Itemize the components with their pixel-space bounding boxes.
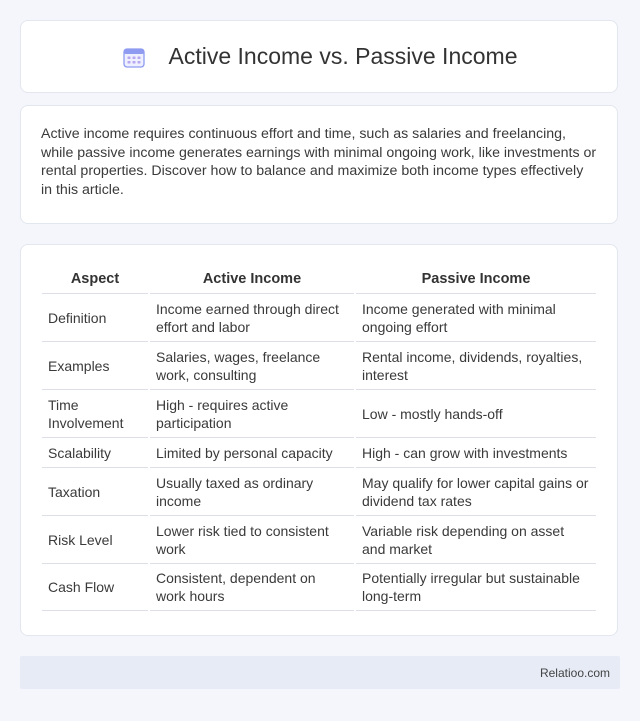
cell-passive: High - can grow with investments <box>356 437 596 467</box>
page-title: Active Income vs. Passive Income <box>168 43 518 69</box>
cell-active: Consistent, dependent on work hours <box>150 563 354 611</box>
header-passive-income: Passive Income <box>421 271 531 287</box>
cell-passive: Potentially irregular but sustainable long-term <box>356 563 596 611</box>
cell-aspect: Cash Flow <box>42 563 148 611</box>
table-row <box>42 467 596 515</box>
cell-aspect: Time Involvement <box>42 389 148 437</box>
footer-brand: Relatioo.com <box>539 665 610 680</box>
calendar-icon <box>121 44 147 70</box>
intro-text: Active income requires continuous effort and time, such as salaries and freelancing, while passive income generates earnings with minimal ongoing work, like investments or rental properties. Discover how to balance and maximize both income types effectively in this article. <box>41 126 597 198</box>
cell-passive: Low - mostly hands-off <box>356 389 596 437</box>
table-header-row <box>42 265 596 293</box>
table-row <box>42 341 596 389</box>
cell-active: Usually taxed as ordinary income <box>150 467 354 515</box>
footer <box>20 656 620 689</box>
cell-aspect: Examples <box>42 341 148 389</box>
cell-active: Salaries, wages, freelance work, consulting <box>150 341 354 389</box>
cell-active: Lower risk tied to consistent work <box>150 515 354 563</box>
comparison-table-card <box>20 244 618 636</box>
cell-aspect: Risk Level <box>42 515 148 563</box>
header-aspect: Aspect <box>70 271 120 287</box>
cell-passive: Variable risk depending on asset and market <box>356 515 596 563</box>
table-row <box>42 515 596 563</box>
intro-card <box>20 105 618 224</box>
cell-aspect: Scalability <box>42 437 148 467</box>
cell-active: Income earned through direct effort and labor <box>150 293 354 341</box>
header-active-income: Active Income <box>202 271 302 287</box>
cell-active: High - requires active participation <box>150 389 354 437</box>
table-row <box>42 563 596 611</box>
cell-aspect: Definition <box>42 293 148 341</box>
cell-aspect: Taxation <box>42 467 148 515</box>
comparison-table <box>40 265 598 611</box>
table-row <box>42 293 596 341</box>
cell-passive: Income generated with minimal ongoing effort <box>356 293 596 341</box>
cell-passive: May qualify for lower capital gains or dividend tax rates <box>356 467 596 515</box>
table-row <box>42 389 596 437</box>
table-row <box>42 437 596 467</box>
title-card <box>20 20 618 93</box>
cell-passive: Rental income, dividends, royalties, interest <box>356 341 596 389</box>
cell-active: Limited by personal capacity <box>150 437 354 467</box>
